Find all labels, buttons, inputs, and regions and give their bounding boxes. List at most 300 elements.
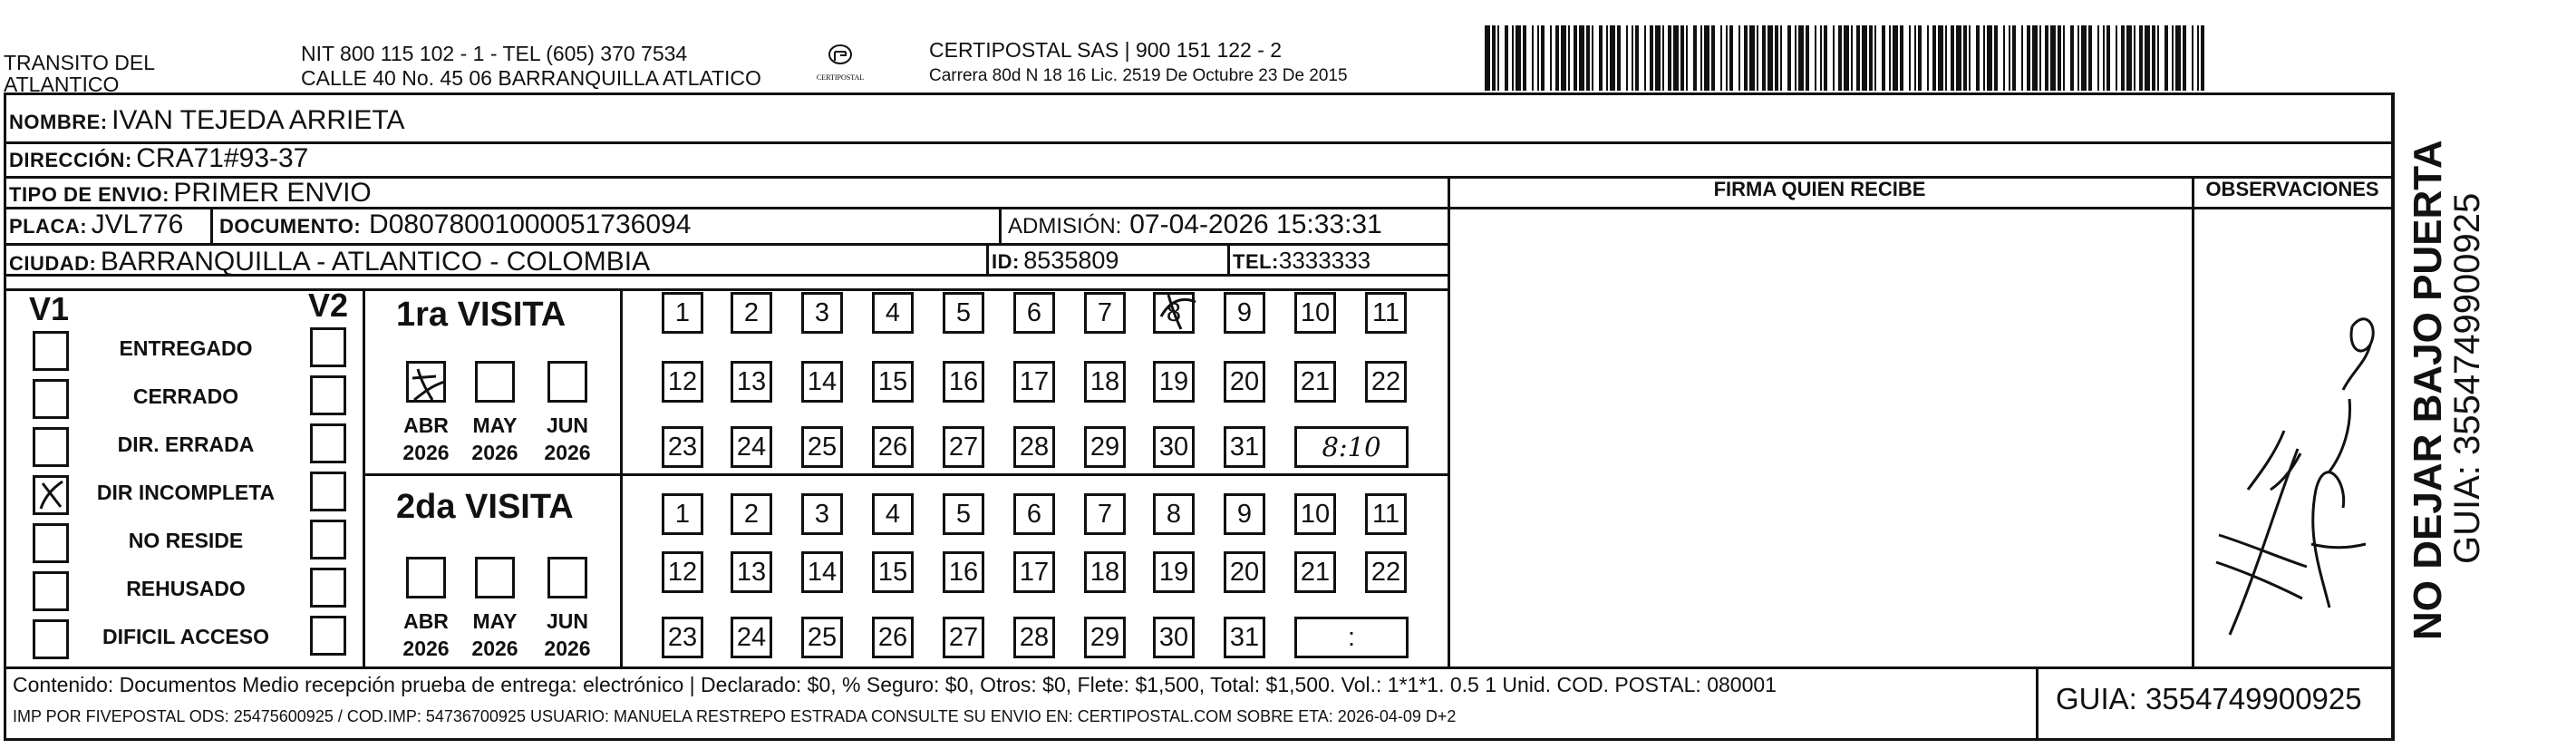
barcode-bar [1662, 25, 1664, 91]
logo-text: CERTIPOSTAL [816, 73, 865, 82]
day-number: 1 [674, 499, 691, 529]
month-checkbox-abr[interactable] [406, 361, 446, 403]
day-box[interactable] [801, 551, 843, 593]
day-box[interactable] [801, 361, 843, 403]
barcode-bar [1541, 25, 1545, 91]
day-box[interactable] [943, 292, 984, 334]
day-box[interactable] [1084, 292, 1126, 334]
barcode-bar [1987, 25, 1992, 91]
barcode-bar [1574, 25, 1577, 91]
day-number: 12 [667, 366, 698, 396]
day-box[interactable] [1084, 493, 1126, 535]
v1-header: V1 [29, 290, 70, 327]
barcode-bar [2172, 25, 2174, 91]
v1-checkbox[interactable] [33, 571, 69, 611]
day-box[interactable] [1084, 551, 1126, 593]
day-box[interactable] [1224, 617, 1265, 658]
barcode-bar [1512, 25, 1514, 91]
day-number: 23 [667, 432, 698, 462]
day-number: 6 [1026, 297, 1042, 327]
day-box[interactable] [662, 292, 703, 334]
day-box[interactable] [1013, 493, 1055, 535]
day-box[interactable] [872, 617, 914, 658]
barcode-bar [1711, 25, 1715, 91]
v2-checkbox[interactable] [310, 568, 346, 608]
day-box[interactable] [943, 617, 984, 658]
barcode-bar [1680, 25, 1684, 91]
tel-cell [1233, 247, 1370, 275]
day-number: 19 [1158, 557, 1189, 587]
day-number: 18 [1089, 557, 1120, 587]
day-number: 31 [1229, 622, 1260, 652]
tel-label: TEL: [1233, 250, 1279, 273]
day-number: 23 [667, 622, 698, 652]
day-box[interactable] [731, 292, 772, 334]
barcode-bar [1983, 25, 1985, 91]
barcode [1485, 25, 2213, 91]
year-label: 2026 [544, 441, 591, 464]
placa-cell [9, 209, 183, 240]
tipo-envio-value: PRIMER ENVIO [173, 178, 372, 208]
barcode-bar [1492, 25, 1496, 91]
barcode-bar [1909, 25, 1911, 91]
barcode-bar [1700, 25, 1702, 91]
day-number: 25 [807, 622, 838, 652]
direccion-value: CRA71#93-37 [136, 143, 309, 173]
barcode-bar [2152, 25, 2155, 91]
barcode-bar [2145, 25, 2150, 91]
barcode-bar [2192, 25, 2193, 91]
barcode-bar [2077, 25, 2079, 91]
barcode-bar [2139, 25, 2143, 91]
day-number: 1 [674, 297, 691, 327]
barcode-bar [2106, 25, 2110, 91]
v1-checkbox[interactable] [33, 475, 69, 515]
day-box[interactable] [1294, 493, 1336, 535]
observation-handwriting [2193, 272, 2391, 653]
v2-checkbox[interactable] [310, 327, 346, 367]
documento-value: D08078001000051736094 [369, 209, 692, 239]
barcode-bar [2088, 25, 2092, 91]
barcode-bar [2032, 25, 2038, 91]
day-number: 22 [1370, 366, 1401, 396]
barcode-bar [2058, 25, 2061, 91]
day-box[interactable] [1153, 551, 1195, 593]
month-checkbox-may[interactable] [475, 557, 515, 598]
day-box[interactable] [1224, 361, 1265, 403]
barcode-bar [1862, 25, 1867, 91]
barcode-bar [1532, 25, 1534, 91]
day-box[interactable] [662, 426, 703, 468]
barcode-bar [1617, 25, 1621, 91]
tel-value: 3333333 [1278, 247, 1371, 274]
contenido-text: Contenido: Documentos Medio recepción prueba de entrega: electrónico | Declarado: $0, % Seguro: $0, Otros: $0, Flete: $1,500, Total: $1,500. Vol.: 1*1*1. 0.5 1 Unid. COD. POSTAL: 080001 [13, 673, 1777, 696]
barcode-bar [1900, 25, 1903, 91]
barcode-bar [2175, 25, 2181, 91]
barcode-bar [2039, 25, 2041, 91]
v2-header: V2 [308, 287, 349, 324]
barcode-bar [1994, 25, 1998, 91]
barcode-bar [1889, 25, 1891, 91]
day-number: 4 [885, 499, 901, 529]
day-number: 30 [1158, 432, 1189, 462]
day-box[interactable] [662, 493, 703, 535]
day-box[interactable] [731, 426, 772, 468]
day-box[interactable] [943, 551, 984, 593]
day-number: 17 [1019, 557, 1050, 587]
year-label: 2026 [544, 637, 591, 660]
day-box[interactable] [1013, 426, 1055, 468]
day-number: 16 [948, 366, 979, 396]
barcode-bar [1918, 25, 1922, 91]
v1-checkbox[interactable] [33, 523, 69, 563]
day-box[interactable] [1294, 551, 1336, 593]
barcode-bar [2126, 25, 2132, 91]
day-box[interactable] [872, 426, 914, 468]
visit1-title: 1ra VISITA [396, 296, 567, 334]
day-number: 16 [948, 557, 979, 587]
nombre-row [9, 105, 405, 136]
barcode-bar [1729, 25, 1733, 91]
admision-value: 07-04-2026 15:33:31 [1129, 209, 1382, 239]
v2-checkbox[interactable] [310, 472, 346, 511]
day-number: 25 [807, 432, 838, 462]
day-box[interactable] [872, 361, 914, 403]
admision-cell [1008, 209, 1382, 240]
barcode-bar [1523, 25, 1526, 91]
barcode-bar [1650, 25, 1653, 91]
barcode-bar [2050, 25, 2056, 91]
id-value: 8535809 [1023, 247, 1119, 274]
time-box[interactable]: 8:10 [1294, 426, 1409, 468]
barcode-bar [1626, 25, 1628, 91]
status-label: NO RESIDE [128, 529, 244, 552]
month-label: JUN [546, 413, 588, 437]
barcode-bar [1726, 25, 1728, 91]
barcode-bar [1579, 25, 1584, 91]
v1-checkbox[interactable] [33, 619, 69, 659]
day-box[interactable] [1153, 361, 1195, 403]
day-number: 18 [1089, 366, 1120, 396]
barcode-bar [1610, 25, 1615, 91]
ciudad-label: CIUDAD: [9, 252, 97, 275]
day-box[interactable] [662, 551, 703, 593]
day-box[interactable] [1013, 292, 1055, 334]
day-box[interactable] [872, 493, 914, 535]
v1-checkbox[interactable] [33, 379, 69, 419]
tipo-envio-label: TIPO DE ENVIO: [9, 183, 169, 206]
barcode-bar [1516, 25, 1521, 91]
barcode-bar [1963, 25, 1967, 91]
barcode-bar [2081, 25, 2087, 91]
day-box[interactable] [943, 361, 984, 403]
month-checkbox-abr[interactable] [406, 557, 446, 598]
barcode-bar [2070, 25, 2074, 91]
status-label: DIFICIL ACCESO [102, 625, 269, 648]
barcode-bar [1969, 25, 1971, 91]
v2-checkbox[interactable] [310, 616, 346, 656]
barcode-bar [1635, 25, 1639, 91]
day-number: 2 [743, 297, 760, 327]
barcode-bar [1874, 25, 1876, 91]
day-box[interactable] [1224, 426, 1265, 468]
day-number: 2 [743, 499, 760, 529]
day-box[interactable] [872, 551, 914, 593]
barcode-bar [2045, 25, 2048, 91]
day-box[interactable] [1153, 493, 1195, 535]
barcode-bar [1815, 25, 1816, 91]
day-number: 27 [948, 432, 979, 462]
month-checkbox-jun[interactable] [547, 361, 587, 403]
day-mark [1156, 291, 1197, 333]
barcode-bar [2197, 25, 2199, 91]
day-number: 14 [807, 366, 838, 396]
day-number: 20 [1229, 366, 1260, 396]
barcode-bar [1555, 25, 1559, 91]
barcode-bar [2134, 25, 2135, 91]
day-number: 11 [1371, 297, 1400, 327]
day-number: 13 [736, 557, 767, 587]
barcode-bar [1693, 25, 1697, 91]
day-number: 19 [1158, 366, 1189, 396]
month-label: ABR [403, 609, 449, 633]
barcode-bar [1787, 25, 1791, 91]
barcode-bar [1927, 25, 1929, 91]
side-warning: NO DEJAR BAJO PUERTA [2406, 140, 2450, 640]
ciudad-cell [9, 247, 650, 277]
barcode-bar [1505, 25, 1508, 91]
day-box[interactable] [801, 292, 843, 334]
day-box[interactable] [943, 426, 984, 468]
day-box[interactable] [1224, 292, 1265, 334]
day-number: 17 [1019, 366, 1050, 396]
day-box[interactable] [872, 292, 914, 334]
day-number: 8 [1166, 297, 1182, 327]
day-box[interactable] [1224, 493, 1265, 535]
barcode-bar [2021, 25, 2023, 91]
month-label: MAY [472, 413, 518, 437]
day-box[interactable] [801, 426, 843, 468]
year-label: 2026 [402, 441, 450, 464]
barcode-bar [1632, 25, 1633, 91]
day-number: 11 [1371, 499, 1400, 529]
day-number: 29 [1089, 622, 1120, 652]
placa-label: PLACA: [9, 215, 88, 238]
admision-label: ADMISIÓN: [1008, 214, 1122, 238]
direccion-row [9, 143, 308, 174]
day-box[interactable] [943, 493, 984, 535]
day-number: 30 [1158, 622, 1189, 652]
day-number: 15 [877, 366, 908, 396]
barcode-bar [2201, 25, 2204, 91]
barcode-bar [2097, 25, 2099, 91]
certipostal-logo [813, 40, 867, 85]
day-box[interactable] [801, 617, 843, 658]
tipo-envio-row [9, 178, 372, 209]
imp-text: IMP POR FIVEPOSTAL ODS: 25475600925 / COD.IMP: 54736700925 USUARIO: MANUELA RESTREPO ESTRADA CONSULTE SU ENVIO EN: CERTIPOSTAL.COM SOBRE ETA: 2026-04-09 D+2 [13, 707, 1457, 725]
day-number: 26 [877, 622, 908, 652]
placa-value: JVL776 [91, 209, 184, 239]
barcode-bar [2157, 25, 2159, 91]
day-number: 31 [1229, 432, 1260, 462]
day-box[interactable] [731, 617, 772, 658]
day-box[interactable] [662, 361, 703, 403]
month-label: JUN [546, 609, 588, 633]
day-number: 13 [736, 366, 767, 396]
day-number: 20 [1229, 557, 1260, 587]
day-box[interactable] [1294, 361, 1336, 403]
day-number: 8 [1166, 499, 1182, 529]
barcode-bar [1914, 25, 1916, 91]
barcode-bar [1561, 25, 1566, 91]
barcode-bar [1550, 25, 1552, 91]
day-box[interactable] [1153, 617, 1195, 658]
barcode-bar [1882, 25, 1885, 91]
month-checkbox-jun[interactable] [547, 557, 587, 598]
month-label: MAY [472, 609, 518, 633]
day-box[interactable] [1013, 617, 1055, 658]
visit2-title: 2da VISITA [396, 488, 574, 526]
day-number: 5 [955, 297, 972, 327]
time-box[interactable]: : [1294, 617, 1409, 658]
day-box[interactable] [1084, 361, 1126, 403]
barcode-bar [1780, 25, 1782, 91]
day-box[interactable] [1153, 292, 1195, 334]
day-box[interactable] [1013, 551, 1055, 593]
day-box[interactable] [1224, 551, 1265, 593]
day-number: 24 [736, 432, 767, 462]
barcode-bar [2164, 25, 2168, 91]
barcode-bar [1938, 25, 1943, 91]
barcode-bar [1806, 25, 1809, 91]
day-box[interactable] [731, 493, 772, 535]
barcode-bar [1744, 25, 1748, 91]
barcode-bar [1795, 25, 1796, 91]
status-label: DIR INCOMPLETA [96, 481, 276, 504]
footer-guia: GUIA: 3554749900925 [2056, 682, 2362, 715]
day-box[interactable] [801, 493, 843, 535]
barcode-bar [2063, 25, 2065, 91]
day-number: 9 [1236, 297, 1253, 327]
observaciones-header: OBSERVACIONES [2205, 178, 2379, 200]
day-number: 28 [1019, 432, 1050, 462]
day-box[interactable] [1084, 617, 1126, 658]
barcode-bar [1775, 25, 1778, 91]
id-cell [992, 247, 1119, 275]
nit-line: NIT 800 115 102 - 1 - TEL (605) 370 7534 [301, 42, 688, 65]
license-line: Carrera 80d N 18 16 Lic. 2519 De Octubre 23 De 2015 [929, 66, 1348, 85]
day-number: 4 [885, 297, 901, 327]
barcode-bar [1956, 25, 1961, 91]
day-number: 26 [877, 432, 908, 462]
day-box[interactable] [1013, 361, 1055, 403]
barcode-bar [1592, 25, 1593, 91]
v1-checkbox[interactable] [33, 427, 69, 467]
barcode-bar [1644, 25, 1646, 91]
day-box[interactable] [1365, 493, 1407, 535]
day-box[interactable] [1084, 426, 1126, 468]
barcode-bar [1485, 25, 1490, 91]
barcode-bar [1738, 25, 1740, 91]
day-number: 10 [1300, 499, 1331, 529]
day-number: 21 [1300, 557, 1331, 587]
barcode-bar [1686, 25, 1688, 91]
day-number: 21 [1300, 366, 1331, 396]
barcode-bar [1599, 25, 1603, 91]
barcode-bar [1568, 25, 1570, 91]
barcode-bar [2103, 25, 2105, 91]
year-label: 2026 [471, 441, 518, 464]
barcode-bar [1838, 25, 1842, 91]
barcode-bar [1798, 25, 1804, 91]
day-number: 3 [814, 297, 830, 327]
direccion-label: DIRECCIÓN: [9, 149, 132, 171]
day-box[interactable] [1294, 292, 1336, 334]
org-name-line2: ATLANTICO [4, 73, 120, 96]
v2-checkbox[interactable] [310, 423, 346, 463]
barcode-bar [1537, 25, 1539, 91]
barcode-bar [2009, 25, 2010, 91]
barcode-bar [1762, 25, 1766, 91]
barcode-bar [1655, 25, 1661, 91]
day-number: 29 [1089, 432, 1120, 462]
barcode-bar [1976, 25, 1980, 91]
day-number: 14 [807, 557, 838, 587]
day-number: 22 [1370, 557, 1401, 587]
day-number: 28 [1019, 622, 1050, 652]
barcode-bar [1668, 25, 1671, 91]
org-name-line1: TRANSITO DEL [4, 51, 155, 74]
month-label: ABR [403, 413, 449, 437]
v2-checkbox[interactable] [310, 375, 346, 415]
barcode-bar [1932, 25, 1936, 91]
documento-cell [219, 209, 691, 240]
barcode-bar [1767, 25, 1773, 91]
day-box[interactable] [1365, 292, 1407, 334]
status-label: CERRADO [132, 384, 239, 408]
documento-label: DOCUMENTO: [219, 215, 362, 238]
day-box[interactable] [1153, 426, 1195, 468]
barcode-bar [1824, 25, 1827, 91]
day-box[interactable] [731, 551, 772, 593]
day-box[interactable] [1365, 361, 1407, 403]
month-checkbox-may[interactable] [475, 361, 515, 403]
day-box[interactable] [662, 617, 703, 658]
year-label: 2026 [402, 637, 450, 660]
barcode-bar [1757, 25, 1758, 91]
day-box[interactable] [1365, 551, 1407, 593]
day-number: 15 [877, 557, 908, 587]
v2-checkbox[interactable] [310, 520, 346, 559]
barcode-bar [1893, 25, 1898, 91]
barcode-bar [1673, 25, 1679, 91]
day-number: 7 [1097, 499, 1113, 529]
barcode-bar [2116, 25, 2117, 91]
year-label: 2026 [471, 637, 518, 660]
status-label: REHUSADO [126, 577, 246, 600]
barcode-bar [2121, 25, 2125, 91]
barcode-bar [1704, 25, 1709, 91]
nombre-label: NOMBRE: [9, 111, 108, 133]
nombre-value: IVAN TEJEDA ARRIETA [111, 105, 405, 135]
barcode-bar [1844, 25, 1849, 91]
status-label: ENTREGADO [119, 336, 253, 360]
barcode-bar [1720, 25, 1722, 91]
barcode-bar [1945, 25, 1947, 91]
v1-checkbox[interactable] [33, 331, 69, 371]
day-number: 27 [948, 622, 979, 652]
day-box[interactable] [731, 361, 772, 403]
